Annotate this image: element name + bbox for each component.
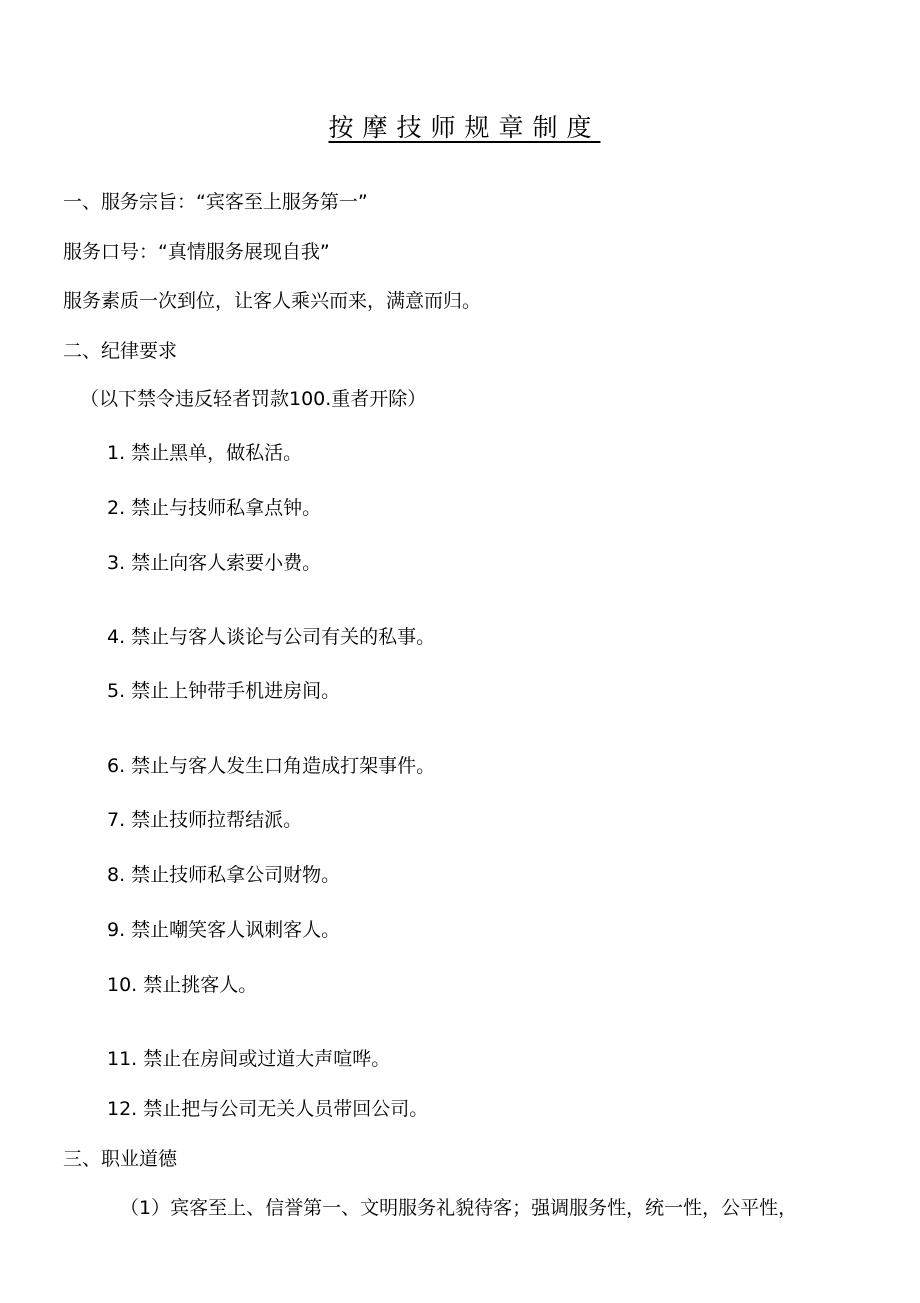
rule-item: 7. 禁止技师拉帮结派。 xyxy=(107,809,303,831)
rule-item: 11. 禁止在房间或过道大声喧哗。 xyxy=(107,1048,391,1070)
rule-item: 1. 禁止黑单，做私活。 xyxy=(107,442,303,464)
rule-item: 9. 禁止嘲笑客人讽刺客人。 xyxy=(107,919,341,941)
penalty-note: （以下禁令违反轻者罚款100.重者开除） xyxy=(80,388,427,410)
ethics-item: （1）宾客至上、信誉第一、文明服务礼貌待客；强调服务性，统一性，公平性， xyxy=(120,1197,798,1219)
rule-item: 2. 禁止与技师私拿点钟。 xyxy=(107,497,322,519)
rule-item: 8. 禁止技师私拿公司财物。 xyxy=(107,864,341,886)
section2-heading: 二、纪律要求 xyxy=(63,340,178,362)
rule-item: 12. 禁止把与公司无关人员带回公司。 xyxy=(107,1098,429,1120)
section3-heading: 三、职业道德 xyxy=(63,1148,178,1170)
page-title-text: 按摩技师规章制度 xyxy=(328,113,601,142)
rule-item: 6. 禁止与客人发生口角造成打架事件。 xyxy=(107,755,436,777)
service-slogan: 服务口号：“真情服务展现自我” xyxy=(63,241,330,263)
rule-item: 10. 禁止挑客人。 xyxy=(107,974,258,996)
rule-item: 4. 禁止与客人谈论与公司有关的私事。 xyxy=(107,626,436,648)
page-title xyxy=(0,112,920,144)
section1-heading: 一、服务宗旨：“宾客至上服务第一” xyxy=(63,191,368,213)
rule-item: 3. 禁止向客人索要小费。 xyxy=(107,552,322,574)
rule-item: 5. 禁止上钟带手机进房间。 xyxy=(107,680,341,702)
service-quality: 服务素质一次到位，让客人乘兴而来，满意而归。 xyxy=(63,290,482,312)
